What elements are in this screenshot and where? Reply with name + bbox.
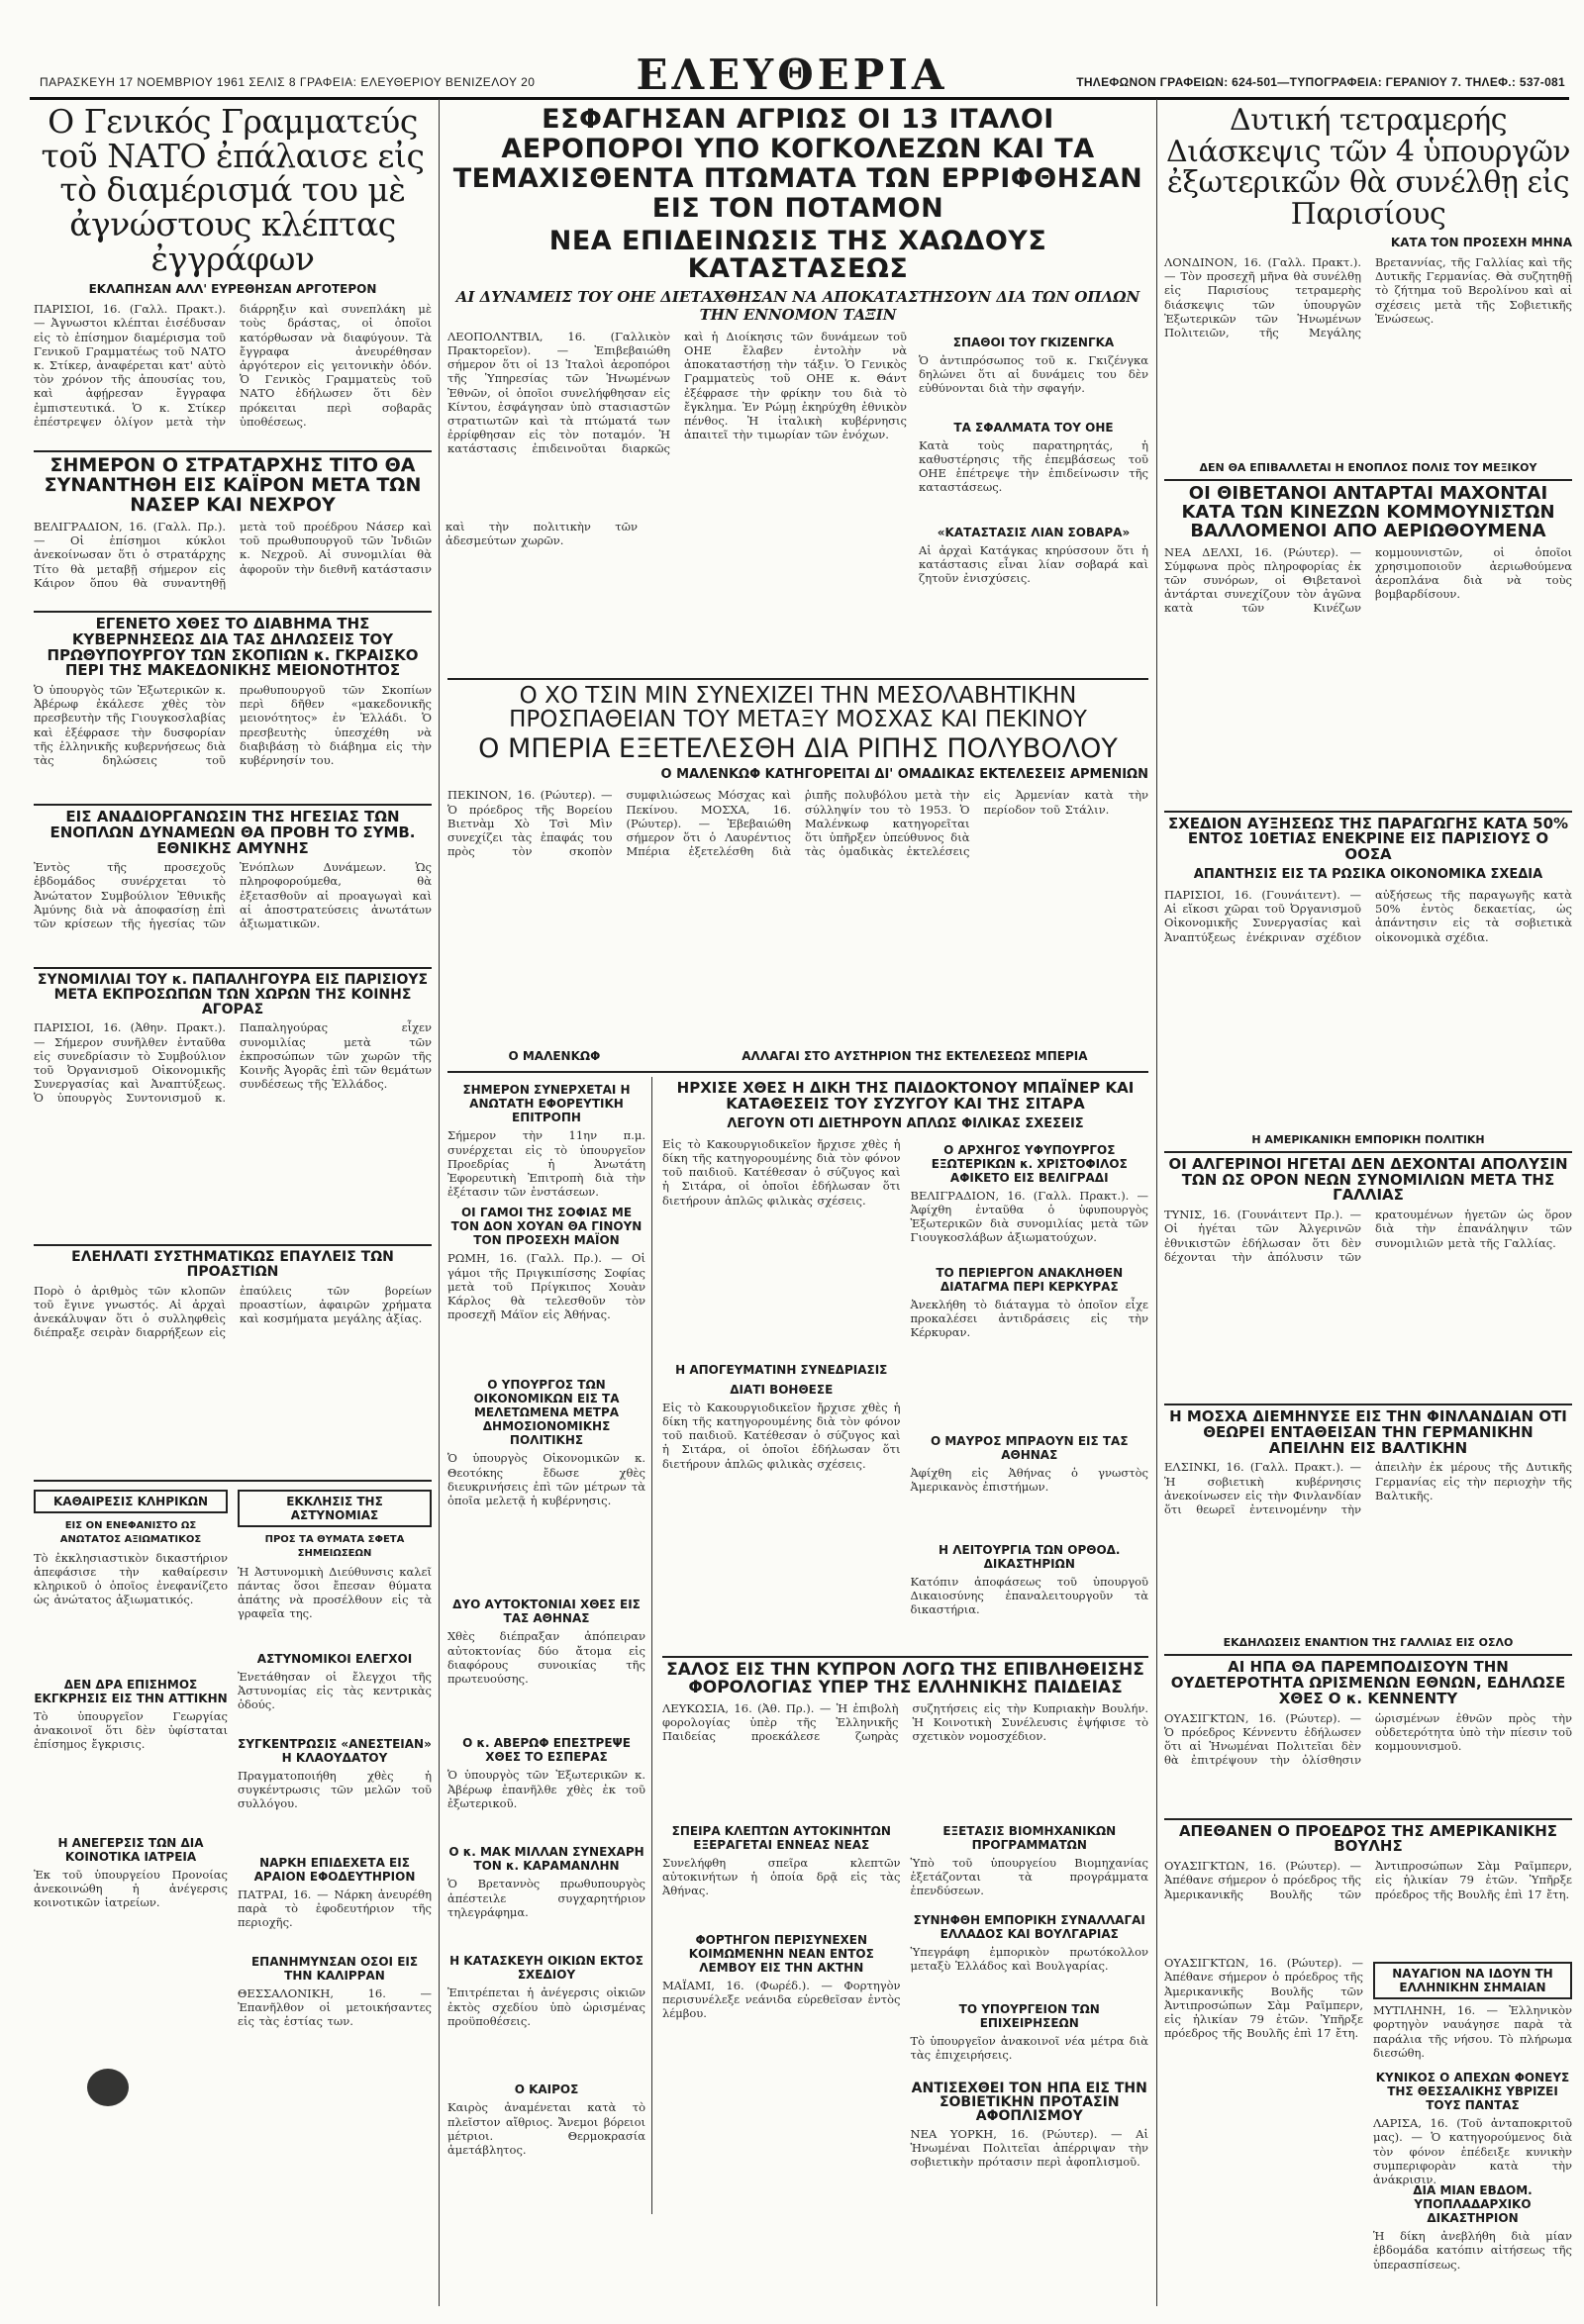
defense-article [34,810,432,959]
section-rule [1164,1404,1572,1405]
west-conference-subhead: ΚΑΤΑ ΤΟΝ ΠΡΟΣΕΧΗ ΜΗΝΑ [1390,236,1572,249]
ho-chi-minh-headline: Ο ΧΟ ΤΣΙΝ ΜΙΝ ΣΥΝΕΧΙΖΕΙ ΤΗΝ ΜΕΣΟΛΑΒΗΤΙΚΗΝ ΠΡΟΣΠΑΘΕΙΑΝ ΤΟΥ ΜΕΤΑΞΥ ΜΟΣΧΑΣ ΚΑΙ ΠΕΚΙΝΟΥ [509,682,1087,732]
papaligouras-headline: ΣΥΝΟΜΙΛΙΑΙ ΤΟΥ κ. ΠΑΠΑΛΗΓΟΥΡΑ ΕΙΣ ΠΑΡΙΣΙΟΥΣ ΜΕΤΑ ΕΚΠΡΟΣΩΠΩΝ ΤΩΝ ΧΩΡΩΝ ΤΗΣ ΚΟΙΝΗΣ ΑΓΟΡΑΣ [37,972,429,1017]
section-rule [1164,1654,1572,1656]
congo-second-headline: ΝΕΑ ΕΠΙΔΕΙΝΩΣΙΣ ΤΗΣ ΧΑΩΔΟΥΣ ΚΑΤΑΣΤΑΣΕΩΣ [548,226,1047,285]
ink-stain [87,2069,129,2106]
center-bottom-grid [662,1818,1148,2214]
ministry-headline: ΤΟ ΥΠΟΥΡΓΕΙΟΝ ΤΩΝ ΕΠΙΧΕΙΡΗΣΕΩΝ [958,2001,1100,2030]
nato-body: ΠΑΡΙΣΙΟΙ, 16. (Γαλλ. Πρακτ.). — Ἀγνωστοι κλέπται ἐισέδυσαν εἰς τὸ ἐπίσημον διαμέρισμα τοῦ Γενικοῦ Γραμματέως τοῦ ΝΑΤΟ κ. Στίκερ, ἀναφέρεται κατ' αὐτὸ τὸν χρόνον τῆς ἀπουσίας του, καὶ ἀφῄρεσαν ἔγγραφα ἐμπιστευτικά. Ὁ κ. Στίκερ ἐπέστρεψεν ὀλίγον μετὰ τὴν διάρρηξιν καὶ συνεπλάκη μὲ τοὺς δράστας, οἱ ὁποῖοι κατόρθωσαν νὰ διαφύγουν. Τὰ ἔγγραφα ἀνευρέθησαν ἀργότερον εἰς γειτονικὴν ὁδόν. Ὁ Γενικὸς Γραμματεὺς τοῦ ΝΑΤΟ ἐδήλωσεν ὅτι δὲν πρόκειται περὶ σοβαρᾶς ὑποθέσεως. [34,302,432,429]
katanga-body: Αἱ ἀρχαὶ Κατάγκας κηρύσσουν ὅτι ἡ κατάστασις εἶναι λίαν σοβαρά καὶ ζητοῦν ἐνισχύσεις. [919,542,1148,586]
cyprus-body: ΛΕΥΚΩΣΙΑ, 16. (Ἀθ. Πρ.). — Ἡ ἐπιβολὴ φορολογίας ὑπὲρ τῆς Ἑλληνικῆς Παιδείας προεκάλεσε ζωηρὰς συζητήσεις εἰς τὴν Κυπριακὴν Βουλήν. Ἡ Κοινοτικὴ Συνέλευσις ἐψήφισε τὸ σχετικὸν νομοσχέδιον. [662,1700,1148,1743]
killer-headline: ΚΥΝΙΚΟΣ Ο ΑΠΕΧΩΝ ΦΟΝΕΥΣ ΤΗΣ ΘΕΣΣΑΛΙΚΗΣ ΥΒΡΙΖΕΙ ΤΟΥΣ ΠΑΝΤΑΣ [1375,2071,1570,2113]
oecd-body: ΠΑΡΙΣΙΟΙ, 16. (Γουνάιτεντ). — Αἱ εἴκοσι χῶραι τοῦ Ὀργανισμοῦ Οἰκονομικῆς Συνεργασίας καὶ Ἀναπτύξεως ἐνέκριναν σχέδιον αὐξήσεως τῆς παραγωγῆς κατὰ 50% ἐντὸς δεκαετίας, ὡς ἀπάντησιν εἰς τὰ σοβιετικὰ οἰκονομικὰ σχέδια. [1164,887,1572,944]
algeria-headline: ΟΙ ΑΛΓΕΡΙΝΟΙ ΗΓΕΤΑΙ ΔΕΝ ΔΕΧΟΝΤΑΙ ΑΠΟΛΥΣΙΝ ΤΩΝ ΩΣ ΟΡΟΝ ΝΕΩΝ ΣΥΝΟΜΙΛΙΩΝ ΜΕΤΑ ΤΗΣ ΓΑΛΛΙΑΣ [1168,1154,1568,1205]
right-briefs-col-b [1373,1956,1572,2296]
brief-body: Πραγματοποιήθη χθὲς ἡ συγκέντρωσις τῶν μελῶν τοῦ συλλόγου. [238,1768,432,1811]
kennedy-article [1164,1660,1572,1809]
tibet-article [1164,485,1572,803]
court-headline: ΔΙΑ ΜΙΑΝ ΕΒΔΟΜ. ΥΠΟΠΛΑΔΑΡΧΙΚΟ ΔΙΚΑΣΤΗΡΙΟΝ [1413,2183,1533,2226]
column-rule [1156,99,1157,2306]
tibet-body: ΝΕΑ ΔΕΛΧΙ, 16. (Ρώυτερ). — Σύμφωνα πρὸς πληροφορίας ἐκ τῶν συνόρων, οἱ Θιβετανοὶ ἀντάρται συνεχίζουν τὸν ἀγῶνα κατὰ τῶν Κινέζων κομμουνιστῶν, οἱ ὁποῖοι χρησιμοποιοῦν ἀεριωθούμενα ἀεροπλάνα διὰ νὰ τοὺς βομβαρδίσουν. [1164,544,1572,616]
newspaper-masthead: ΕΛΕΥΘΕΡΙΑ [636,50,948,99]
thefts-body: Πορὸ ὁ ἀριθμὸς τῶν κλοπῶν τοῦ ἔγινε γνωστός. Αἱ ἀρχαὶ ἀνεκάλυψαν ὅτι ὁ συλληφθεὶς διέπραξε σειρὰν διαρρήξεων εἰς ἐπαύλεις τῶν βορείων προαστίων, ἀφαιρῶν χρήματα καὶ κοσμήματα μεγάλης ἀξίας. [34,1283,432,1340]
brief-body: Τὸ ὑπουργεῖον Γεωργίας ἀνακοινοῖ ὅτι δὲν ὑφίσταται ἐπίσημος ἔγκρισις. [34,1708,228,1752]
congo-columns [447,330,1148,674]
right-column [1164,103,1572,2310]
suicides-body: Χθὲς διέπραξαν ἀπόπειραν αὐτοκτονίας δύο ἄτομα εἰς διαφόρους συνοικίας τῆς πρωτευούσης. [447,1629,645,1686]
congo-banner-headline: ΕΣΦΑΓΗΣΑΝ ΑΓΡΙΩΣ ΟΙ 13 ΙΤΑΛΟΙ ΑΕΡΟΠΟΡΟΙ ΥΠΟ ΚΟΓΚΟΛΕΖΩΝ ΚΑΙ ΤΑ ΤΕΜΑΧΙΣΘΕΝΤΑ ΠΤΩΜΑΤΑ ΤΩΝ ΕΡΡΙΦΘΗΣΑΝ ΕΙΣ ΤΟΝ ΠΟΤΑΜΟΝ [452,104,1143,224]
suicides-headline: ΔΥΟ ΑΥΤΟΚΤΟΝΙΑΙ ΧΘΕΣ ΕΙΣ ΤΑΣ ΑΘΗΝΑΣ [452,1598,641,1626]
decree-headline: ΤΟ ΠΕΡΙΕΡΓΟΝ ΑΝΑΚΛΗΘΕΝ ΔΙΑΤΑΓΜΑ ΠΕΡΙ ΚΕΡΚΥΡΑΣ [936,1265,1124,1294]
economics-headline: Ο ΥΠΟΥΡΓΟΣ ΤΩΝ ΟΙΚΟΝΟΜΙΚΩΝ ΕΙΣ ΤΑ ΜΕΛΕΤΩΜΕΝΑ ΜΕΤΡΑ ΔΗΜΟΣΙΟΝΟΜΙΚΗΣ ΠΟΛΙΤΙΚΗΣ [473,1378,620,1448]
trial-columns [662,1137,1148,1652]
rayburn-headline: ΑΠΕΘΑΝΕΝ Ο ΠΡΟΕΔΡΟΣ ΤΗΣ ΑΜΕΡΙΚΑΝΙΚΗΣ ΒΟΥΛΗΣ [1178,1821,1558,1856]
disarmament-body: ΝΕΑ ΥΟΡΚΗ, 16. (Ρώυτερ). — Αἱ Ἡνωμέναι Πολιτεῖαι ἀπέρριψαν τὴν σοβιετικὴν πρότασιν περὶ ἀφοπλισμοῦ. [910,2126,1148,2169]
algeria-article [1164,1154,1572,1396]
wedding-headline: ΟΙ ΓΑΜΟΙ ΤΗΣ ΣΟΦΙΑΣ ΜΕ ΤΟΝ ΔΟΝ ΧΟΥΑΝ ΘΑ ΓΙΝΟΥΝ ΤΟΝ ΠΡΟΣΕΧΗ ΜΑΪΟΝ [450,1206,643,1248]
center-lower-right [662,1077,1148,2213]
congo-sidebar [919,330,1148,674]
rayburn-article [1164,1821,1572,1949]
finland-headline: Η ΜΟΣΧΑ ΔΙΕΜΗΝΥΣΕ ΕΙΣ ΤΗΝ ΦΙΝΛΑΝΔΙΑΝ ΟΤΙ ΘΕΩΡΕΙ ΕΝΤΑΘΕΙΣΑΝ ΤΗΝ ΓΕΡΜΑΝΙΚΗΝ ΑΠΕΙΛΗΝ ΕΙΣ ΒΑΛΤΙΚΗΝ [1169,1407,1567,1457]
macmillan-headline: Ο κ. ΜΑΚ ΜΙΛΛΑΝ ΣΥΝΕΧΑΡΗ ΤΟΝ κ. ΚΑΡΑΜΑΝΛΗΝ [448,1845,644,1874]
trial-why-head: ΔΙΑΤΙ ΒΟΗΘΕΣΕ [730,1382,834,1397]
decree-body: Ἀνεκλήθη τὸ διάταγμα τὸ ὁποῖον εἶχε προκαλέσει ἀντιδράσεις εἰς τὴν Κέρκυραν. [910,1297,1148,1340]
macmillan-body: Ὁ Βρεταννὸς πρωθυπουργὸς ἀπέστειλε συγχαρητήριον τηλεγράφημα. [447,1877,645,1919]
cyprus-headline: ΣΑΛΟΣ ΕΙΣ ΤΗΝ ΚΥΠΡΟΝ ΛΟΓΩ ΤΗΣ ΕΠΙΒΛΗΘΕΙΣΗΣ ΦΟΡΟΛΟΓΙΑΣ ΥΠΕΡ ΤΗΣ ΕΛΛΗΝΙΚΗΣ ΠΑΙΔΕΙΑΣ [666,1659,1144,1697]
tito-article [34,454,638,603]
gizenga-head: ΣΠΑΘΟΙ ΤΟΥ ΓΚΙΖΕΝΓΚΑ [952,335,1115,349]
tibet-headline: ΟΙ ΘΙΒΕΤΑΝΟΙ ΑΝΤΑΡΤΑΙ ΜΑΧΟΝΤΑΙ ΚΑΤΑ ΤΩΝ ΚΙΝΕΖΩΝ ΚΟΜΜΟΥΝΙΣΤΩΝ ΒΑΛΛΟΜΕΝΟΙ ΑΠΟ ΑΕΡΙΩΘΟΥΜΕΝΑ [1181,483,1555,541]
brief-subhead: ΕΙΣ ΟΝ ΕΝΕΦΑΝΙΣΤΟ ΩΣ ΑΝΩΤΑΤΟΣ ΑΞΙΩΜΑΤΙΚΟΣ [59,1519,202,1545]
bottom-grid-col-b [911,1818,1149,2214]
ministry-body: Τὸ ὑπουργεῖον ἀνακοινοῖ νέα μέτρα διὰ τὰς ἐπιχειρήσεις. [910,2033,1148,2062]
houses-body: Ἐπιτρέπεται ἡ ἀνέγερσις οἰκιῶν ἐκτὸς σχεδίου ὑπὸ ὡρισμένας προϋποθέσεις. [447,1985,645,2028]
west-conference-article [1164,105,1572,475]
averof-headline: Ο κ. ΑΒΕΡΩΦ ΕΠΕΣΤΡΕΨΕ ΧΘΕΣ ΤΟ ΕΣΠΕΡΑΣ [462,1736,631,1765]
brief-headline: ΣΥΓΚΕΝΤΡΩΣΙΣ «ΑΝΕΣΤΕΙΑΝ» Η ΚΛΑΟΥΔΑΤΟΥ [238,1736,432,1765]
brief-headline: ΕΚΚΛΗΣΙΣ ΤΗΣ ΑΣΤΥΝΟΜΙΑΣ [238,1490,432,1527]
bulgaria-headline: ΣΥΝΗΦΘΗ ΕΜΠΟΡΙΚΗ ΣΥΝΑΛΛΑΓΑΙ ΕΛΛΑΔΟΣ ΚΑΙ ΒΟΥΛΓΑΡΙΑΣ [913,1912,1145,1941]
finland-article [1164,1409,1572,1650]
weather-body: Καιρὸς ἀναμένεται κατὰ τὸ πλεῖστον αἴθριος. Ἄνεμοι βόρειοι μέτριοι. Θερμοκρασία ἀμετάβλητος. [447,2100,645,2157]
oecd-headline: ΣΧΕΔΙΟΝ ΑΥΞΗΣΕΩΣ ΤΗΣ ΠΑΡΑΓΩΓΗΣ ΚΑΤΑ 50% ΕΝΤΟΣ 10ΕΤΙΑΣ ΕΝΕΚΡΙΝΕ ΕΙΣ ΠΑΡΙΣΙΟΥΣ Ο ΟΟΣΑ [1167,814,1569,864]
brief-headline: ΑΣΤΥΝΟΜΙΚΟΙ ΕΛΕΓΧΟΙ [256,1651,413,1666]
algeria-body: ΤΥΝΙΣ, 16. (Γουνάιτεντ Πρ.). — Οἱ ἡγέται τῶν Ἀλγερινῶν ἐθνικιστῶν ἐδήλωσαν ὅτι δὲν δέχονται τὴν ἀπόλυσιν τῶν κρατουμένων ἡγετῶν ὡς ὅρον διὰ τὴν ἐπανάληψιν τῶν συνομιλιῶν μετὰ τῆς Γαλλίας. [1164,1208,1572,1264]
brief-body: Ἐνετάθησαν οἱ ἔλεγχοι τῆς Ἀστυνομίας εἰς τὰς κεντρικὰς ὁδούς. [238,1669,432,1712]
shipwreck-body: ΜΥΤΙΛΗΝΗ, 16. — Ἑλληνικὸν φορτηγὸν ναυάγησε παρὰ τὰ παράλια τῆς νήσου. Τὸ πλήρωμα διεσώθη. [1373,2003,1572,2060]
briefs-col-b [238,1484,432,2074]
yugo-headline: Ο ΑΡΧΗΓΟΣ ΥΦΥΠΟΥΡΓΟΣ ΕΞΩΤΕΡΙΚΩΝ κ. ΧΡΙΣΤΟΦΙΛΟΣ ΑΦΙΚΕΤΟ ΕΙΣ ΒΕΛΙΓΡΑΔΙ [931,1142,1128,1185]
weather-headline: Ο ΚΑΙΡΟΣ [514,2082,579,2097]
nato-headline: Ο Γενικός Γραμματεύς τοῦ ΝΑΤΟ ἐπάλαισε εἰς τὸ διαμέρισμά του μὲ ἀγνώστους κλέπτας ἐγγράφων [41,102,425,278]
congo-subhead: ΑΙ ΔΥΝΑΜΕΙΣ ΤΟΥ ΟΗΕ ΔΙΕΤΑΧΘΗΣΑΝ ΝΑ ΑΠΟΚΑΤΑΣΤΗΣΟΥΝ ΔΙΑ ΤΩΝ ΟΠΛΩΝ ΤΗΝ ΕΝΝΟΜΟΝ ΤΑΞΙΝ [455,287,1140,324]
yugo-col [911,1137,1149,1652]
brief-headline: Η ΑΝΕΓΕΡΣΙΣ ΤΩΝ ΔΙΑ ΚΟΙΝΟΤΙΚΑ ΙΑΤΡΕΙΑ [57,1835,204,1864]
tito-headline: ΣΗΜΕΡΟΝ Ο ΣΤΡΑΤΑΡΧΗΣ ΤΙΤΟ ΘΑ ΣΥΝΑΝΤΗΘΗ ΕΙΣ ΚΑΪΡΟΝ ΜΕΤΑ ΤΩΝ ΝΑΣΕΡ ΚΑΙ ΝΕΧΡΟΥ [44,454,422,517]
execution-head: ΑΛΛΑΓΑΙ ΣΤΟ ΑΥΣΤΗΡΙΟΝ ΤΗΣ ΕΚΤΕΛΕΣΕΩΣ ΜΠΕΡΙΑ [742,1049,1088,1064]
freighter-headline: ΦΟΡΤΗΓΟΝ ΠΕΡΙΣΥΝΕΧΕΝ ΚΟΙΜΩΜΕΝΗΝ ΝΕΑΝ ΕΝΤΟΣ ΛΕΜΒΟΥ ΕΙΣ ΤΗΝ ΑΚΤΗΝ [688,1932,874,1975]
gligorov-article [34,617,432,796]
section-rule [34,450,432,452]
rayburn-body: ΟΥΑΣΙΓΚΤΩΝ, 16. (Ρώυτερ). — Ἀπέθανε σήμερον ὁ πρόεδρος τῆς Ἀμερικανικῆς Βουλῆς τῶν Ἀντιπροσώπων Σὰμ Ραῖμπερν, εἰς ἡλικίαν 79 ἐτῶν. Ὑπῆρξε πρόεδρος τῆς Βουλῆς ἐπὶ 17 ἔτη. [1164,1859,1572,1901]
disarmament-headline: ΑΝΤΙΣΕΧΘΕΙ ΤΟΝ ΗΠΑ ΕΙΣ ΤΗΝ ΣΟΒΙΕΤΙΚΗΝ ΠΡΟΤΑΣΙΝ ΑΦΟΠΛΙΣΜΟΥ [911,2080,1147,2124]
congo-article [447,105,1148,674]
brief-body: Ἐκ τοῦ ὑπουργείου Προνοίας ἀνεκοινώθη ἡ ἀνέγερσις κοινοτικῶν ἰατρείων. [34,1867,228,1910]
katanga-head: «ΚΑΤΑΣΤΑΣΙΣ ΛΙΑΝ ΣΟΒΑΡΑ» [937,525,1131,539]
thefts-article [34,1250,432,1471]
nato-subhead: ΕΚΛΑΠΗΣΑΝ ΑΛΛ' ΕΥΡΕΘΗΣΑΝ ΑΡΓΟΤΕΡΟΝ [88,282,377,297]
section-rule [447,678,1148,680]
tito-body: ΒΕΛΙΓΡΑΔΙΟΝ, 16. (Γαλλ. Πρ.). — Οἱ ἐπίσημοι κύκλοι ἀνεκοίνωσαν ὅτι ὁ στρατάρχης Τίτο θὰ μεταβῇ σήμερον εἰς Κάιρον ὅπου θὰ συναντηθῇ μετὰ τοῦ προέδρου Νάσερ καὶ τοῦ πρωθυπουργοῦ τῶν Ἰνδιῶν κ. Νεχροῦ. Αἱ συνομιλίαι θὰ ἀφοροῦν τὴν διεθνῆ κατάστασιν καὶ τὴν πολιτικὴν τῶν ἀδεσμεύτων χωρῶν. [34,520,638,590]
defense-body: Ἐντὸς τῆς προσεχοῦς ἑβδομάδος συνέρχεται τὸ Ἀνώτατον Συμβούλιον Ἐθνικῆς Ἀμύνης διὰ νὰ ἀποφασίσῃ ἐπὶ τῶν κρίσεων τῆς ἡγεσίας τῶν Ἐνόπλων Δυνάμεων. Ὡς πληροφορούμεθα, θὰ ἐξετασθοῦν αἱ προαγωγαὶ καὶ αἱ ἀποστρατεύσεις ἀνωτάτων ἀξιωματικῶν. [34,860,432,931]
section-rule [447,1071,1148,1073]
section-rule [34,1480,432,1482]
wedding-body: ΡΩΜΗ, 16. (Γαλλ. Πρ.). — Οἱ γάμοι τῆς Πριγκιπίσσης Σοφίας μετὰ τοῦ Πρίγκιπος Χουὰν Κάρλος θὰ τελεσθοῦν τὸν προσεχῆ Μάϊον εἰς Ἀθήνας. [447,1251,645,1322]
section-rule [1164,479,1572,481]
center-lower [447,1077,1148,2213]
thefts-headline: ΕΛΕΗΛΑΤΙ ΣΥΣΤΗΜΑΤΙΚΩΣ ΕΠΑΥΛΕΙΣ ΤΩΝ ΠΡΟΑΣΤΙΩΝ [71,1249,394,1281]
brown-body: Ἀφίχθη εἰς Ἀθήνας ὁ γνωστὸς Ἀμερικανὸς ἐπιστήμων. [910,1465,1148,1495]
trial-headline: ΗΡΧΙΣΕ ΧΘΕΣ Η ΔΙΚΗ ΤΗΣ ΠΑΙΔΟΚΤΟΝΟΥ ΜΠΑΪΝΕΡ ΚΑΙ ΚΑΤΑΘΕΣΕΙΣ ΤΟΥ ΣΥΖΥΓΟΥ ΚΑΙ ΤΗΣ ΣΙΤΑΡΑ [676,1079,1135,1114]
killer-body: ΛΑΡΙΣΑ, 16. (Τοῦ ἀνταποκριτοῦ μας). — Ὁ κατηγορούμενος διὰ τὸν φόνον ἐπέδειξε κυνικὴν συμπεριφορὰν κατὰ τὴν ἀνάκρισιν. [1373,2116,1572,2186]
averof-body: Ὁ ὑπουργὸς τῶν Ἐξωτερικῶν κ. Ἀβέρωφ ἐπανῆλθε χθὲς ἐκ τοῦ ἐξωτερικοῦ. [447,1768,645,1810]
trial-body-2: Εἰς τὸ Κακουργιοδικεῖον ἤρχισε χθὲς ἡ δίκη τῆς κατηγορουμένης διὰ τὸν φόνον τοῦ παιδιοῦ. Κατέθεσαν ὁ σύζυγος καὶ ἡ Σιτάρα, οἱ ὁποῖοι ἐδήλωσαν ὅτι διετήρουν ἁπλῶς φιλικὰς σχέσεις. [662,1400,901,1471]
section-rule [34,1244,432,1246]
right-briefs-col-a [1164,1956,1363,2296]
oecd-article [1164,814,1572,1147]
section-rule [662,1656,1148,1658]
shipwreck-headline: ΝΑΥΑΓΙΟΝ ΝΑ ΙΔΟΥΝ ΤΗ ΕΛΛΗΝΙΚΗΝ ΣΗΜΑΙΑΝ [1373,1962,1572,1999]
car-thieves-headline: ΣΠΕΙΡΑ ΚΛΕΠΤΩΝ ΑΥΤΟΚΙΝΗΤΩΝ ΕΞΕΡΑΓΕΤΑΙ ΕΝΝΕΑΣ ΝΕΑΣ [671,1823,891,1852]
brief-subhead: ΠΡΟΣ ΤΑ ΘΥΜΑΤΑ ΣΦΕΤΑ ΣΗΜΕΙΩΣΕΩΝ [264,1533,405,1559]
papaligouras-article [34,973,432,1236]
papaligouras-body: ΠΑΡΙΣΙΟΙ, 16. (Ἀθην. Πρακτ.). — Σήμερον συνῆλθεν ἐνταῦθα εἰς συνεδρίασιν τὸ Συμβούλιον τοῦ Ὀργανισμοῦ Οἰκονομικῆς Συνεργασίας καὶ Ἀναπτύξεως. Ὁ ὑπουργὸς Συντονισμοῦ κ. Παπαληγούρας εἶχεν συνομιλίας μετὰ τῶν ἐκπροσώπων τῶν χωρῶν τῆς Κοινῆς Ἀγορᾶς ἐπὶ τῶν θεμάτων συνδέσεως τῆς Ἑλλάδος. [34,1020,432,1106]
beria-body: ΠΕΚΙΝΟΝ, 16. (Ρώυτερ). — Ὁ πρόεδρος τῆς Βορείου Βιετνὰμ Χὸ Τσὶ Μὶν συνεχίζει τὰς ἐπαφάς του πρὸς τὸν σκοπὸν συμφιλιώσεως Μόσχας καὶ Πεκίνου. ΜΟΣΧΑ, 16. (Ρώυτερ). — Ἐβεβαιώθη σήμερον ὅτι ὁ Λαυρέντιος Μπέρια ἐξετελέσθη διὰ ῥιπῆς πολυβόλου μετὰ τὴν σύλληψίν του τὸ 1953. Ὁ Μαλένκωφ κατηγορεῖται ὅτι ὑπῆρξεν ὑπεύθυνος διὰ τὰς ὁμαδικὰς ἐκτελέσεις εἰς Ἀρμενίαν κατὰ τὴν περίοδον τοῦ Στάλιν. [447,788,1148,859]
un-errors-body: Κατὰ τοὺς παρατηρητάς, ἡ καθυστέρησις τῆς ἐπεμβάσεως τοῦ ΟΗΕ ἐπέτρεψε τὴν ἐπιδείνωσιν τῆς καταστάσεως. [919,437,1148,495]
beria-article [447,684,1148,1068]
section-rule [1164,1818,1572,1820]
kennedy-headline: ΑΙ ΗΠΑ ΘΑ ΠΑΡΕΜΠΟΔΙΣΟΥΝ ΤΗΝ ΟΥΔΕΤΕΡΟΤΗΤΑ ΩΡΙΣΜΕΝΩΝ ΕΘΝΩΝ, ΕΔΗΛΩΣΕ ΧΘΕΣ Ο κ. ΚΕΝΝΕΝΤΥ [1170,1658,1566,1707]
brief-body: Ἡ Ἀστυνομικὴ Διεύθυνσις καλεῖ πάντας ὅσοι ἔπεσαν θύματα ἀπάτης νὰ προσέλθουν εἰς τὰ γραφεῖα της. [238,1564,432,1621]
gligorov-body: Ὁ ὑπουργὸς τῶν Ἐξωτερικῶν κ. Ἀβέρωφ ἐκάλεσε χθὲς τὸν πρεσβευτὴν τῆς Γιουγκοσλαβίας καὶ ἐξέφρασε τὴν δυσφορίαν τῆς ἑλληνικῆς κυβερνήσεως διὰ τὰς δηλώσεις τοῦ πρωθυπουργοῦ τῶν Σκοπίων περὶ δῆθεν «μακεδονικῆς μειονότητος» ἐν Ἑλλάδι. Ὁ πρεσβευτὴς ὑπεσχέθη νὰ διαβιβάσῃ τὸ διάβημα εἰς τὴν κυβέρνησίν του. [34,683,432,768]
freighter-body: ΜΑΪΑΜΙ, 16. (Φωρέδ.). — Φορτηγὸν περισυνέλεξε νεάνιδα εὑρεθεῖσαν ἐντὸς λέμβου. [662,1978,901,2020]
issue-date: ΠΑΡΑΣΚΕΥΗ 17 ΝΟΕΜΒΡΙΟΥ 1961 ΣΕΛΙΣ 8 ΓΡΑΦΕΙΑ: ΕΛΕΥΘΕΡΙΟΥ ΒΕΝΙΖΕΛΟΥ 20 [40,75,536,89]
un-errors-head: ΤΑ ΣΦΑΛΜΑΤΑ ΤΟΥ ΟΗΕ [953,420,1114,435]
car-thieves-body: Συνελήφθη σπεῖρα κλεπτῶν αὐτοκινήτων ἡ ὁποία δρᾷ εἰς τὰς Ἀθήνας. [662,1855,901,1897]
beria-headline: Ο ΜΠΕΡΙΑ ΕΞΕΤΕΛΕΣΘΗ ΔΙΑ ΡΙΠΗΣ ΠΟΛΥΒΟΛΟΥ [478,732,1118,764]
brief-headline: ΔΕΝ ΔΡΑ ΕΠΙΣΗΜΟΣ ΕΚΓΚΡΗΣΙΣ ΕΙΣ ΤΗΝ ΑΤΤΙΚΗΝ [34,1677,228,1705]
center-briefs [447,1077,652,2213]
right-bottom-briefs [1164,1956,1572,2296]
trial-body: Εἰς τὸ Κακουργιοδικεῖον ἤρχισε χθὲς ἡ δίκη τῆς κατηγορουμένης διὰ τὸν φόνον τοῦ παιδιοῦ. Κατέθεσαν ὁ σύζυγος καὶ ἡ Σιτάρα, οἱ ὁποῖοι ἐδήλωσαν ὅτι διετήρουν ἁπλῶς φιλικὰς σχέσεις. [662,1136,901,1208]
rayburn-continued: ΟΥΑΣΙΓΚΤΩΝ, 16. (Ρώυτερ). — Ἀπέθανε σήμερον ὁ πρόεδρος τῆς Ἀμερικανικῆς Βουλῆς τῶν Ἀντιπροσώπων Σὰμ Ραῖμπερν, εἰς ἡλικίαν 79 ἐτῶν. Ὑπῆρξε πρόεδρος τῆς Βουλῆς ἐπὶ 17 ἔτη. [1164,1956,1363,2041]
brief-headline: ΚΑΘΑΙΡΕΣΙΣ ΚΛΗΡΙΚΩΝ [34,1490,228,1513]
economics-body: Ὁ ὑπουργὸς Οἰκονομικῶν κ. Θεοτόκης ἔδωσε χθὲς διευκρινήσεις ἐπὶ τῶν μέτρων τὰ ὁποῖα μελετᾷ ἡ κυβέρνησις. [447,1451,645,1507]
brief-body: ΘΕΣΣΑΛΟΝΙΚΗ, 16. — Ἐπανῆλθον οἱ μετοικήσαντες εἰς τὰς ἑστίας των. [238,1985,432,2029]
malenkov-subhead: Ο ΜΑΛΕΝΚΩΦ ΚΑΤΗΓΟΡΕΙΤΑΙ ΔΙ' ΟΜΑΔΙΚΑΣ ΕΚΤΕΛΕΣΕΙΣ ΑΡΜΕΝΙΩΝ [660,767,1148,783]
industry-headline: ΕΞΕΤΑΣΙΣ ΒΙΟΜΗΧΑΝΙΚΩΝ ΠΡΟΓΡΑΜΜΑΤΩΝ [942,1823,1117,1852]
congo-body: ΛΕΟΠΟΛΝΤΒΙΛ, 16. (Γαλλικὸν Πρακτορεῖον). — Ἐπιβεβαιώθη σήμερον ὅτι οἱ 13 Ἰταλοὶ ἀεροπόροι τῆς Ὑπηρεσίας τῶν Ἡνωμένων Ἐθνῶν, οἱ ὁποῖοι συνελήφθησαν εἰς Κίντου, ἐσφάγησαν ὑπὸ στασιαστῶν στρατιωτῶν καὶ τὰ πτώματά των ἐρρίφθησαν εἰς τὸν ποταμόν. Ἡ κατάστασις ἐπιδεινοῦται διαρκῶς καὶ ἡ Διοίκησις τῶν δυνάμεων τοῦ ΟΗΕ ἔλαβεν ἐντολὴν νὰ ἀποκαταστήσῃ τὴν τάξιν. Ὁ Γενικὸς Γραμματεὺς τοῦ ΟΗΕ κ. Θάντ ἐξέφρασε τὴν φρίκην του διὰ τὸ ἔγκλημα. Ἐν Ρώμῃ ἐκηρύχθη ἐθνικὸν πένθος. Ἡ ἰταλικὴ κυβέρνησις ἀπαιτεῖ τὴν τιμωρίαν τῶν ἐνόχων. [447,329,907,456]
brief-body: Τὸ ἐκκλησιαστικὸν δικαστήριον ἀπεφάσισε τὴν καθαίρεσιν κληρικοῦ ὁ ὁποῖος ἐνεφανίζετο ὡς ἀνώτατος ἀξιωματικός. [34,1550,228,1607]
brown-headline: Ο ΜΑΥΡΟΣ ΜΠΡΑΟΥΝ ΕΙΣ ΤΑΣ ΑΘΗΝΑΣ [930,1433,1129,1462]
finland-body: ΕΛΣΙΝΚΙ, 16. (Γαλλ. Πρακτ.). — Ἡ σοβιετικὴ κυβέρνησις ἀνεκοίνωσεν εἰς τὴν Φινλανδίαν ὅτι θεωρεῖ ἐντεινομένην τὴν ἀπειλὴν ἐκ μέρους τῆς Δυτικῆς Γερμανίας εἰς τὴν περιοχὴν τῆς Βαλτικῆς. [1164,1460,1572,1517]
court-body: Ἡ δίκη ἀνεβλήθη διὰ μίαν ἑβδομάδα κατόπιν αἰτήσεως τῆς ὑπερασπίσεως. [1373,2229,1572,2272]
brief-headline: ΝΑΡΚΗ ΕΠΙΔΕΧΕΤΑ ΕΙΣ ΑΡΑΙΟΝ ΕΦΟΔΕΥΤΗΡΙΟΝ [253,1855,416,1884]
section-rule [1164,811,1572,813]
gligorov-headline: ΕΓΕΝΕΤΟ ΧΘΕΣ ΤΟ ΔΙΑΒΗΜΑ ΤΗΣ ΚΥΒΕΡΝΗΣΕΩΣ ΔΙΑ ΤΑΣ ΔΗΛΩΣΕΙΣ ΤΟΥ ΠΡΩΘΥΠΟΥΡΓΟΥ ΤΩΝ ΣΚΟΠΙΩΝ κ. ΓΚΡΑΙΣΚΟ ΠΕΡΙ ΤΗΣ ΜΑΚΕΔΟΝΙΚΗΣ ΜΕΙΟΝΟΤΗΤΟΣ [47,615,419,680]
gizenga-body: Ὁ ἀντιπρόσωπος τοῦ κ. Γκιζένγκα δηλώνει ὅτι αἱ δυνάμεις του δὲν εὐθύνονται διὰ τὴν σφαγήν. [919,352,1148,396]
trial-subhead: ΛΕΓΟΥΝ ΟΤΙ ΔΙΕΤΗΡΟΥΝ ΑΠΛΩΣ ΦΙΛΙΚΑΣ ΣΧΕΣΕΙΣ [727,1115,1084,1131]
houses-headline: Η ΚΑΤΑΣΚΕΥΗ ΟΙΚΙΩΝ ΕΚΤΟΣ ΣΧΕΔΙΟΥ [449,1954,644,1983]
courts-headline: Η ΛΕΙΤΟΥΡΓΙΑ ΤΩΝ ΟΡΘΟΔ. ΔΙΚΑΣΤΗΡΙΩΝ [939,1542,1121,1571]
left-bottom-briefs [34,1484,432,2074]
yugo-body: ΒΕΛΙΓΡΑΔΙΟΝ, 16. (Γαλλ. Πρακτ.). — Ἀφίχθη ἐνταῦθα ὁ ὑφυπουργὸς Ἐξωτερικῶν διὰ συνομιλίας μετὰ τῶν Γιουγκοσλάβων ἀξιωματούχων. [910,1188,1148,1245]
section-rule [34,804,432,806]
center-column [447,101,1148,2314]
bottom-grid-col-a [662,1818,901,2214]
column-rule [439,99,440,2306]
trial-afternoon-head: Η ΑΠΟΓΕΥΜΑΤΙΝΗ ΣΥΝΕΔΡΙΑΣΙΣ [675,1362,888,1377]
ephor-headline: ΣΗΜΕΡΟΝ ΣΥΝΕΡΧΕΤΑΙ Η ΑΝΩΤΑΤΗ ΕΦΟΡΕΥΤΙΚΗ ΕΠΙΤΡΟΠΗ [462,1083,631,1125]
west-conference-headline: Δυτική τετραμερής Διάσκεψις τῶν 4 ὑπουργῶν ἐξωτερικῶν θὰ συνέλθῃ εἰς Παρισίους [1165,103,1571,232]
trial-col [662,1137,901,1652]
nato-article [34,102,432,442]
briefs-col-a [34,1484,228,2074]
phone-info: ΤΗΛΕΦΩΝΟΝ ΓΡΑΦΕΙΩΝ: 624-501—ΤΥΠΟΓΡΑΦΕΙΑ: ΓΕΡΑΝΙΟΥ 7. ΤΗΛΕΦ.: 537-081 [1076,75,1565,89]
beria-subheads [447,1043,1148,1067]
section-rule [34,967,432,969]
oecd-subhead: ΑΠΑΝΤΗΣΙΣ ΕΙΣ ΤΑ ΡΩΣΙΚΑ ΟΙΚΟΝΟΜΙΚΑ ΣΧΕΔΙΑ [1193,866,1543,882]
courts-body: Κατόπιν ἀποφάσεως τοῦ ὑπουργοῦ Δικαιοσύνης ἐπαναλειτουργοῦν τὰ δικαστήρια. [910,1574,1148,1617]
kennedy-body: ΟΥΑΣΙΓΚΤΩΝ, 16. (Ρώυτερ). — Ὁ πρόεδρος Κέννεντυ ἐδήλωσεν ὅτι αἱ Ἡνωμέναι Πολιτεῖαι δὲν θὰ ἐπιτρέψουν τὴν ὀλίσθησιν ὡρισμένων ἐθνῶν πρὸς τὴν οὐδετερότητα ὑπὸ τὴν πίεσιν τοῦ κομμουνισμοῦ. [1164,1710,1572,1768]
section-rule [1164,1151,1572,1153]
brief-body: ΠΑΤΡΑΙ, 16. — Νάρκη ἀνευρέθη παρὰ τὸ ἐφοδευτήριον τῆς περιοχῆς. [238,1887,432,1930]
oslo-subhead: ΕΚΔΗΛΩΣΕΙΣ ΕΝΑΝΤΙΟΝ ΤΗΣ ΓΑΛΛΙΑΣ ΕΙΣ ΟΣΛΟ [1223,1636,1514,1650]
brief-headline: ΕΠΑΝΗΜΥΝΣΑΝ ΟΣΟΙ ΕΙΣ ΤΗΝ ΚΑΛΙΡΡΑΝ [250,1954,419,1983]
ephor-body: Σήμερον τὴν 11ην π.μ. συνέρχεται εἰς τὸ ὑπουργεῖον Προεδρίας ἡ Ἀνωτάτη Ἐφορευτικὴ Ἐπιτροπὴ διὰ τὴν ἐξέτασιν τῶν ἐνστάσεων. [447,1128,645,1200]
bulgaria-body: Ὑπεγράφη ἐμπορικὸν πρωτόκολλον μεταξὺ Ἑλλάδος καὶ Βουλγαρίας. [910,1944,1148,1973]
section-rule [34,611,432,613]
malenkov-head: Ο ΜΑΛΕΝΚΩΦ [508,1049,601,1064]
west-conference-body: ΛΟΝΔΙΝΟΝ, 16. (Γαλλ. Πρακτ.). — Τὸν προσεχῆ μῆνα θὰ συνέλθῃ εἰς Παρισίους τετραμερὴς διάσκεψις τῶν ὑπουργῶν Ἐξωτερικῶν τῶν Ἡνωμένων Πολιτειῶν, τῆς Μεγάλης Βρεταννίας, τῆς Γαλλίας καὶ τῆς Δυτικῆς Γερμανίας. Θὰ συζητηθῇ τὸ ζήτημα τοῦ Βερολίνου καὶ αἱ σχέσεις μετὰ τῆς Σοβιετικῆς Ἑνώσεως. [1164,255,1572,340]
trade-policy-subhead: Η ΑΜΕΡΙΚΑΝΙΚΗ ΕΜΠΟΡΙΚΗ ΠΟΛΙΤΙΚΗ [1251,1132,1485,1146]
industry-body: Ὑπὸ τοῦ ὑπουργείου Βιομηχανίας ἐξετάζονται τὰ προγράμματα ἐπενδύσεων. [910,1855,1148,1897]
mexico-subhead: ΔΕΝ ΘΑ ΕΠΙΒΑΛΛΕΤΑΙ Η ΕΝΟΠΛΟΣ ΠΟΛΙΣ ΤΟΥ ΜΕΞΙΚΟΥ [1199,461,1537,474]
defense-headline: ΕΙΣ ΑΝΑΔΙΟΡΓΑΝΩΣΙΝ ΤΗΣ ΗΓΕΣΙΑΣ ΤΩΝ ΕΝΟΠΛΩΝ ΔΥΝΑΜΕΩΝ ΘΑ ΠΡΟΒΗ ΤΟ ΣΥΜΒ. ΕΘΝΙΚΗΣ ΑΜΥΝΗΣ [50,808,416,857]
